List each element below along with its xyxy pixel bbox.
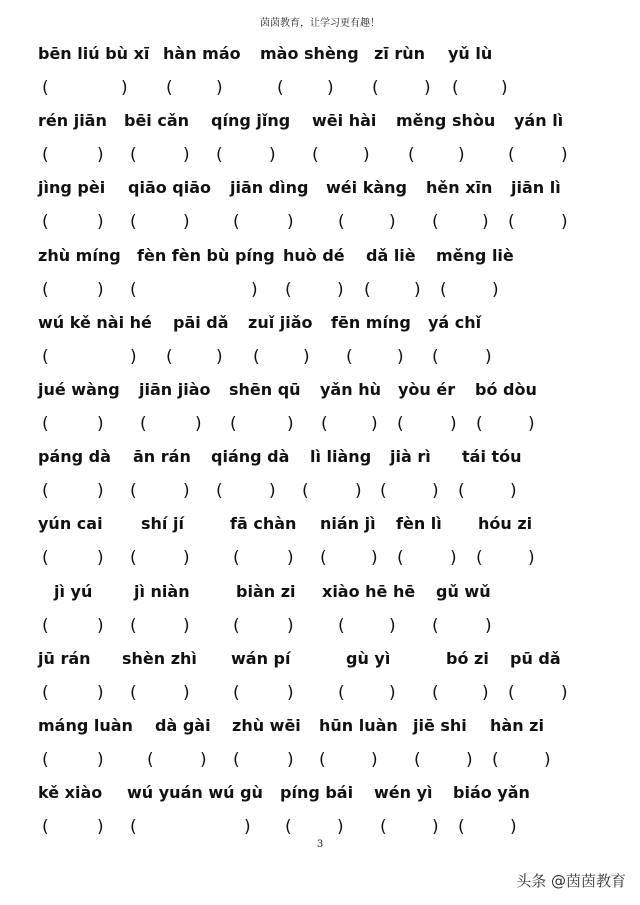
answer-bracket-close: ) <box>287 682 294 703</box>
answer-bracket-close: ) <box>485 346 492 367</box>
pinyin-word: yán lì <box>514 111 564 131</box>
pinyin-word: jì niàn <box>134 581 190 601</box>
answer-bracket-open: ( <box>364 279 371 300</box>
answer-bracket-close: ) <box>450 414 457 434</box>
pinyin-word: qíng jǐng <box>211 111 291 131</box>
answer-bracket-open: ( <box>432 615 439 636</box>
answer-bracket-close: ) <box>97 414 104 434</box>
answer-bracket-open: ( <box>233 548 240 569</box>
answer-bracket-close: ) <box>432 481 439 502</box>
answer-bracket-open: ( <box>452 78 459 98</box>
answer-bracket-open: ( <box>397 414 404 434</box>
answer-bracket-close: ) <box>97 548 104 569</box>
pinyin-word: bēn liú bù xī <box>38 44 150 63</box>
pinyin-row <box>0 783 640 807</box>
answer-bracket-close: ) <box>97 682 104 703</box>
answer-bracket-close: ) <box>371 750 378 770</box>
answer-bracket-close: ) <box>97 279 104 300</box>
answer-bracket-close: ) <box>97 750 104 770</box>
pinyin-word: rén jiān <box>38 111 107 131</box>
answer-bracket-open: ( <box>458 817 465 838</box>
pinyin-word: hóu zi <box>478 514 533 534</box>
answer-bracket-open: ( <box>42 145 49 166</box>
answer-bracket-close: ) <box>244 817 251 838</box>
answer-bracket-close: ) <box>510 817 517 838</box>
answer-bracket-open: ( <box>380 481 387 502</box>
pinyin-row <box>0 380 640 404</box>
answer-bracket-close: ) <box>121 78 128 98</box>
answer-bracket-open: ( <box>508 212 515 233</box>
answer-bracket-open: ( <box>42 750 49 770</box>
pinyin-word: zī rùn <box>374 44 426 63</box>
answer-bracket-close: ) <box>397 346 404 367</box>
answer-bracket-close: ) <box>183 615 190 636</box>
pinyin-word: jué wàng <box>38 380 120 399</box>
answer-bracket-close: ) <box>303 346 310 367</box>
answer-bracket-open: ( <box>432 346 439 367</box>
pinyin-word: shēn qū <box>229 380 301 399</box>
answer-bracket-open: ( <box>338 615 345 636</box>
answer-bracket-close: ) <box>501 78 508 98</box>
pinyin-word: wéi kàng <box>326 178 407 198</box>
answer-row <box>0 144 640 168</box>
pinyin-word: wēi hài <box>312 111 377 131</box>
pinyin-row <box>0 447 640 471</box>
pinyin-word: jū rán <box>38 648 91 668</box>
answer-bracket-close: ) <box>355 481 362 502</box>
answer-bracket-open: ( <box>130 212 137 233</box>
answer-bracket-close: ) <box>544 750 551 770</box>
pinyin-word: shèn zhì <box>122 648 197 668</box>
pinyin-word: bó zi <box>446 648 489 668</box>
answer-bracket-open: ( <box>458 481 465 502</box>
answer-bracket-close: ) <box>528 548 535 569</box>
answer-row <box>0 547 640 571</box>
answer-bracket-open: ( <box>285 279 292 300</box>
answer-bracket-open: ( <box>372 78 379 98</box>
answer-bracket-open: ( <box>166 78 173 98</box>
answer-bracket-open: ( <box>233 615 240 636</box>
answer-row <box>0 279 640 303</box>
pinyin-word: páng dà <box>38 447 111 467</box>
pinyin-word: biàn zi <box>236 581 296 601</box>
answer-bracket-close: ) <box>287 414 294 434</box>
pinyin-word: wán pí <box>231 648 291 668</box>
answer-bracket-close: ) <box>183 481 190 502</box>
answer-bracket-close: ) <box>363 145 370 166</box>
pinyin-word: pū dǎ <box>510 648 561 668</box>
answer-bracket-open: ( <box>130 817 137 838</box>
answer-bracket-open: ( <box>320 548 327 569</box>
answer-bracket-close: ) <box>485 615 492 636</box>
answer-bracket-close: ) <box>130 346 137 367</box>
answer-bracket-open: ( <box>508 145 515 166</box>
answer-bracket-open: ( <box>312 145 319 166</box>
pinyin-word: píng bái <box>280 783 354 803</box>
pinyin-word: zhù wēi <box>232 716 301 735</box>
watermark: 头条 @茵茵教育 <box>516 872 626 890</box>
answer-bracket-close: ) <box>287 750 294 770</box>
answer-bracket-close: ) <box>195 414 202 434</box>
answer-bracket-open: ( <box>130 481 137 502</box>
answer-bracket-open: ( <box>147 750 154 770</box>
pinyin-word: yǎn hù <box>320 380 381 399</box>
answer-bracket-close: ) <box>424 78 431 98</box>
answer-bracket-open: ( <box>42 78 49 98</box>
answer-bracket-close: ) <box>561 145 568 166</box>
pinyin-word: jiān jiào <box>139 380 211 399</box>
answer-bracket-open: ( <box>166 346 173 367</box>
answer-row <box>0 211 640 235</box>
answer-bracket-open: ( <box>42 817 49 838</box>
pinyin-row <box>0 649 640 673</box>
pinyin-word: jià rì <box>390 447 431 467</box>
pinyin-word: shí jí <box>141 514 184 534</box>
pinyin-word: xiào hē hē <box>322 581 416 601</box>
pinyin-word: fā chàn <box>230 514 297 534</box>
answer-bracket-open: ( <box>414 750 421 770</box>
pinyin-row <box>0 44 640 68</box>
answer-bracket-open: ( <box>253 346 260 367</box>
answer-bracket-open: ( <box>380 817 387 838</box>
pinyin-word: lì liàng <box>310 447 372 467</box>
answer-row <box>0 346 640 370</box>
pinyin-word: qiáng dà <box>211 447 290 467</box>
pinyin-word: zuǐ jiǎo <box>248 312 313 332</box>
answer-bracket-close: ) <box>269 481 276 502</box>
pinyin-word: gǔ wǔ <box>436 581 491 601</box>
answer-bracket-open: ( <box>42 548 49 569</box>
answer-bracket-close: ) <box>561 212 568 233</box>
pinyin-row <box>0 111 640 135</box>
answer-bracket-open: ( <box>321 414 328 434</box>
answer-bracket-close: ) <box>269 145 276 166</box>
answer-bracket-close: ) <box>414 279 421 300</box>
answer-bracket-close: ) <box>183 682 190 703</box>
pinyin-word: fēn míng <box>331 312 411 332</box>
pinyin-word: dǎ liè <box>366 245 416 265</box>
answer-bracket-close: ) <box>389 212 396 233</box>
pinyin-word: jiē shi <box>413 716 467 735</box>
answer-bracket-open: ( <box>432 682 439 703</box>
pinyin-word: jìng pèi <box>38 178 106 198</box>
pinyin-word: mào shèng <box>260 44 359 63</box>
answer-bracket-close: ) <box>389 615 396 636</box>
pinyin-word: wú yuán wú gù <box>127 783 263 803</box>
pinyin-word: yún cai <box>38 514 103 534</box>
pinyin-row <box>0 178 640 202</box>
answer-bracket-open: ( <box>397 548 404 569</box>
page-number: 3 <box>316 839 324 850</box>
pinyin-word: ān rán <box>133 447 191 467</box>
pinyin-word: yá chǐ <box>428 312 482 332</box>
answer-bracket-close: ) <box>432 817 439 838</box>
answer-bracket-open: ( <box>42 346 49 367</box>
answer-bracket-open: ( <box>277 78 284 98</box>
pinyin-word: pāi dǎ <box>173 312 229 332</box>
answer-bracket-close: ) <box>216 346 223 367</box>
answer-bracket-close: ) <box>287 615 294 636</box>
pinyin-word: biáo yǎn <box>453 783 530 803</box>
pinyin-word: huò dé <box>283 245 345 265</box>
pinyin-word: kě xiào <box>38 783 103 803</box>
answer-bracket-open: ( <box>42 279 49 300</box>
answer-bracket-open: ( <box>508 682 515 703</box>
answer-bracket-open: ( <box>233 750 240 770</box>
answer-bracket-open: ( <box>216 481 223 502</box>
answer-bracket-close: ) <box>510 481 517 502</box>
answer-bracket-close: ) <box>97 615 104 636</box>
answer-bracket-close: ) <box>371 414 378 434</box>
pinyin-word: tái tóu <box>462 447 522 467</box>
pinyin-row <box>0 246 640 270</box>
answer-bracket-close: ) <box>97 817 104 838</box>
answer-bracket-open: ( <box>338 212 345 233</box>
answer-bracket-open: ( <box>42 615 49 636</box>
answer-bracket-open: ( <box>432 212 439 233</box>
pinyin-word: jiān dìng <box>230 178 309 198</box>
answer-bracket-open: ( <box>338 682 345 703</box>
pinyin-word: fèn fèn bù píng <box>137 245 275 265</box>
answer-bracket-open: ( <box>130 145 137 166</box>
answer-bracket-close: ) <box>450 548 457 569</box>
answer-bracket-open: ( <box>216 145 223 166</box>
answer-bracket-open: ( <box>233 682 240 703</box>
pinyin-word: wú kě nài hé <box>38 312 152 332</box>
pinyin-word: qiāo qiāo <box>128 178 212 198</box>
pinyin-word: bēi cǎn <box>124 111 190 131</box>
pinyin-word: hàn máo <box>163 44 241 63</box>
answer-bracket-open: ( <box>42 481 49 502</box>
answer-bracket-close: ) <box>287 548 294 569</box>
pinyin-word: fèn lì <box>396 514 442 534</box>
answer-bracket-close: ) <box>482 212 489 233</box>
answer-bracket-open: ( <box>233 212 240 233</box>
answer-bracket-close: ) <box>97 481 104 502</box>
answer-bracket-close: ) <box>97 145 104 166</box>
answer-bracket-close: ) <box>458 145 465 166</box>
answer-bracket-close: ) <box>482 682 489 703</box>
answer-bracket-close: ) <box>371 548 378 569</box>
pinyin-word: jiān lì <box>511 178 561 198</box>
pinyin-word: yǔ lù <box>448 44 493 63</box>
pinyin-word: gù yì <box>346 648 391 668</box>
answer-row <box>0 413 640 437</box>
answer-row <box>0 615 640 639</box>
answer-bracket-open: ( <box>408 145 415 166</box>
answer-bracket-open: ( <box>130 615 137 636</box>
pinyin-row <box>0 313 640 337</box>
answer-bracket-close: ) <box>216 78 223 98</box>
answer-bracket-open: ( <box>440 279 447 300</box>
answer-bracket-open: ( <box>285 817 292 838</box>
pinyin-word: yòu ér <box>398 380 456 399</box>
answer-bracket-open: ( <box>42 682 49 703</box>
answer-bracket-close: ) <box>561 682 568 703</box>
pinyin-word: hàn zi <box>490 716 544 735</box>
answer-bracket-close: ) <box>97 212 104 233</box>
page-header: 茵茵教育，让学习更有趣！ <box>260 18 380 29</box>
answer-bracket-open: ( <box>476 414 483 434</box>
pinyin-word: nián jì <box>320 514 376 534</box>
pinyin-word: jì yú <box>54 581 93 601</box>
answer-bracket-open: ( <box>130 682 137 703</box>
answer-bracket-close: ) <box>183 145 190 166</box>
answer-bracket-close: ) <box>337 817 344 838</box>
answer-row <box>0 77 640 101</box>
answer-row <box>0 480 640 504</box>
answer-bracket-open: ( <box>130 279 137 300</box>
pinyin-word: hěn xīn <box>426 178 493 198</box>
pinyin-row <box>0 514 640 538</box>
answer-bracket-open: ( <box>492 750 499 770</box>
answer-bracket-open: ( <box>319 750 326 770</box>
pinyin-row <box>0 582 640 606</box>
answer-bracket-close: ) <box>251 279 258 300</box>
answer-row <box>0 682 640 706</box>
answer-bracket-close: ) <box>337 279 344 300</box>
answer-row <box>0 816 640 840</box>
answer-bracket-close: ) <box>287 212 294 233</box>
answer-bracket-open: ( <box>230 414 237 434</box>
answer-bracket-close: ) <box>200 750 207 770</box>
answer-bracket-open: ( <box>302 481 309 502</box>
answer-row <box>0 749 640 773</box>
answer-bracket-open: ( <box>130 548 137 569</box>
pinyin-word: dà gài <box>155 716 211 735</box>
pinyin-row <box>0 716 640 740</box>
pinyin-word: měng shòu <box>396 111 496 131</box>
answer-bracket-open: ( <box>476 548 483 569</box>
answer-bracket-close: ) <box>183 548 190 569</box>
answer-bracket-close: ) <box>528 414 535 434</box>
pinyin-word: máng luàn <box>38 716 133 735</box>
pinyin-word: měng liè <box>436 245 514 265</box>
pinyin-word: wén yì <box>374 783 433 803</box>
answer-bracket-open: ( <box>140 414 147 434</box>
answer-bracket-open: ( <box>42 212 49 233</box>
pinyin-word: hūn luàn <box>319 716 398 735</box>
pinyin-word: bó dòu <box>475 380 537 399</box>
answer-bracket-close: ) <box>492 279 499 300</box>
pinyin-word: zhù míng <box>38 245 121 265</box>
answer-bracket-close: ) <box>389 682 396 703</box>
answer-bracket-open: ( <box>346 346 353 367</box>
answer-bracket-close: ) <box>183 212 190 233</box>
answer-bracket-close: ) <box>327 78 334 98</box>
answer-bracket-close: ) <box>466 750 473 770</box>
answer-bracket-open: ( <box>42 414 49 434</box>
